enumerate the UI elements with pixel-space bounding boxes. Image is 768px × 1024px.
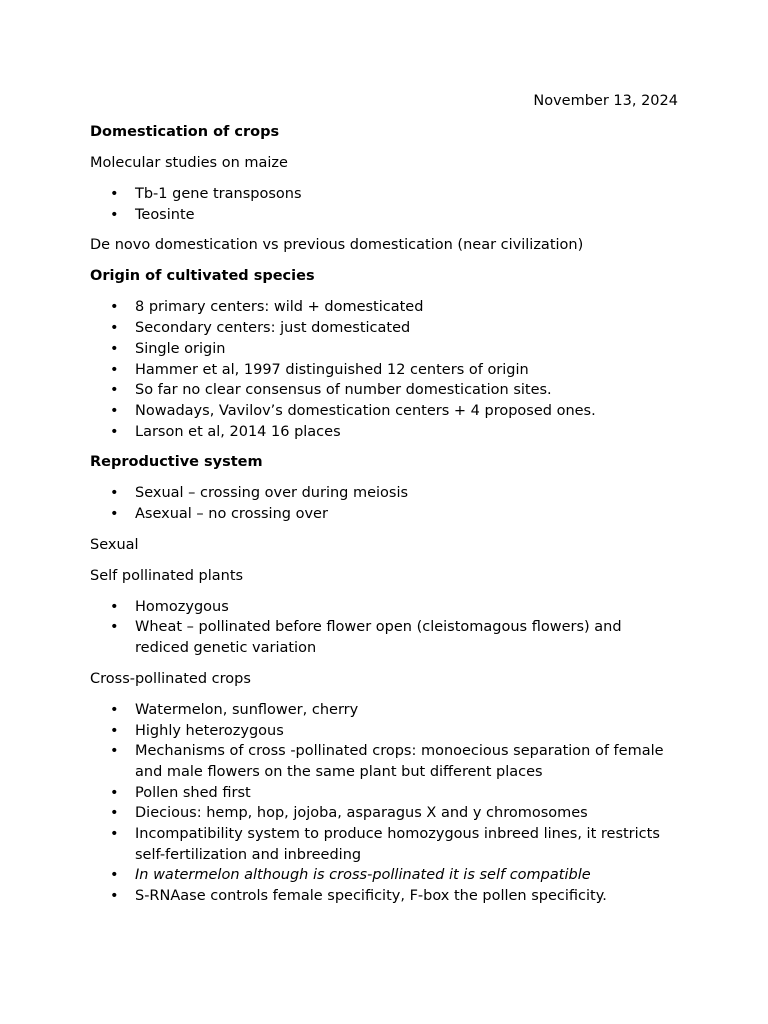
- paragraph-de-novo: De novo domestication vs previous domestication (near civilization): [90, 237, 584, 254]
- list-item: • 8 primary centers: wild + domesticated: [90, 297, 678, 318]
- list-self-pollinated: [90, 597, 678, 659]
- bullet-icon: •: [110, 743, 119, 760]
- bullet-icon: •: [110, 299, 119, 316]
- list-item: • Watermelon, sunflower, cherry: [90, 700, 678, 721]
- list-item: • Mechanisms of cross -pollinated crops: monoecious separation of female and male flowers on the same plant but different places: [110, 743, 664, 780]
- label-sexual: Sexual: [90, 536, 139, 553]
- bullet-icon: •: [110, 423, 119, 440]
- list-maize-studies: [90, 184, 678, 225]
- list-item: • Diecious: hemp, hop, jojoba, asparagus X and y chromosomes: [90, 803, 678, 824]
- bullet-icon: •: [110, 340, 119, 357]
- list-item: • Tb-1 gene transposons: [90, 184, 678, 205]
- list-item: • Homozygous: [90, 597, 678, 618]
- bullet-icon: •: [110, 485, 119, 502]
- list-origin: [90, 297, 678, 442]
- list-item: • S-RNAase controls female specificity, F-box the pollen specificity.: [90, 886, 678, 907]
- bullet-icon: •: [110, 619, 119, 636]
- list-item: • Asexual – no crossing over: [90, 504, 678, 525]
- bullet-icon: •: [110, 382, 119, 399]
- document-date: November 13, 2024: [533, 93, 678, 109]
- list-item: • Highly heterozygous: [90, 721, 678, 742]
- bullet-icon: •: [110, 402, 119, 419]
- bullet-icon: •: [110, 206, 119, 223]
- label-self-pollinated: Self pollinated plants: [90, 567, 244, 584]
- bullet-icon: •: [110, 361, 119, 378]
- list-item: • Pollen shed first: [90, 783, 678, 804]
- list-reproductive: [90, 483, 678, 524]
- list-item: • Larson et al, 2014 16 places: [90, 422, 678, 443]
- list-item: • Teosinte: [90, 205, 678, 226]
- list-item: • Hammer et al, 1997 distinguished 12 centers of origin: [90, 360, 678, 381]
- list-item: • Secondary centers: just domesticated: [90, 318, 678, 339]
- list-item: • In watermelon although is cross-pollinated it is self compatible: [90, 865, 678, 886]
- bullet-icon: •: [110, 888, 119, 905]
- section-heading-origin: Origin of cultivated species: [90, 268, 315, 285]
- bullet-icon: •: [110, 722, 119, 739]
- bullet-icon: •: [110, 826, 119, 843]
- bullet-icon: •: [110, 701, 119, 718]
- section-heading-reproductive: Reproductive system: [90, 454, 263, 471]
- bullet-icon: •: [110, 506, 119, 523]
- bullet-icon: •: [110, 320, 119, 337]
- list-item: • Wheat – pollinated before flower open (cleistomagous flowers) and rediced genetic variation: [110, 619, 622, 657]
- list-item: • Single origin: [90, 339, 678, 360]
- bullet-icon: •: [110, 186, 119, 202]
- list-item: • So far no clear consensus of number domestication sites.: [90, 380, 678, 401]
- list-item: • Sexual – crossing over during meiosis: [90, 483, 678, 504]
- bullet-icon: •: [110, 805, 119, 822]
- document-body: [90, 91, 678, 917]
- subheading-maize-studies: Molecular studies on maize: [90, 155, 288, 171]
- bullet-icon: •: [110, 784, 119, 801]
- list-item: • Incompatibility system to produce homozygous inbreed lines, it restricts self-fertilization and inbreeding: [110, 826, 660, 863]
- section-heading-domestication: Domestication of crops: [90, 124, 280, 140]
- list-cross-pollinated: [90, 700, 678, 907]
- label-cross-pollinated: Cross-pollinated crops: [90, 670, 251, 687]
- list-item: • Nowadays, Vavilov’s domestication centers + 4 proposed ones.: [90, 401, 678, 422]
- bullet-icon: •: [110, 598, 119, 615]
- bullet-icon: •: [110, 867, 119, 884]
